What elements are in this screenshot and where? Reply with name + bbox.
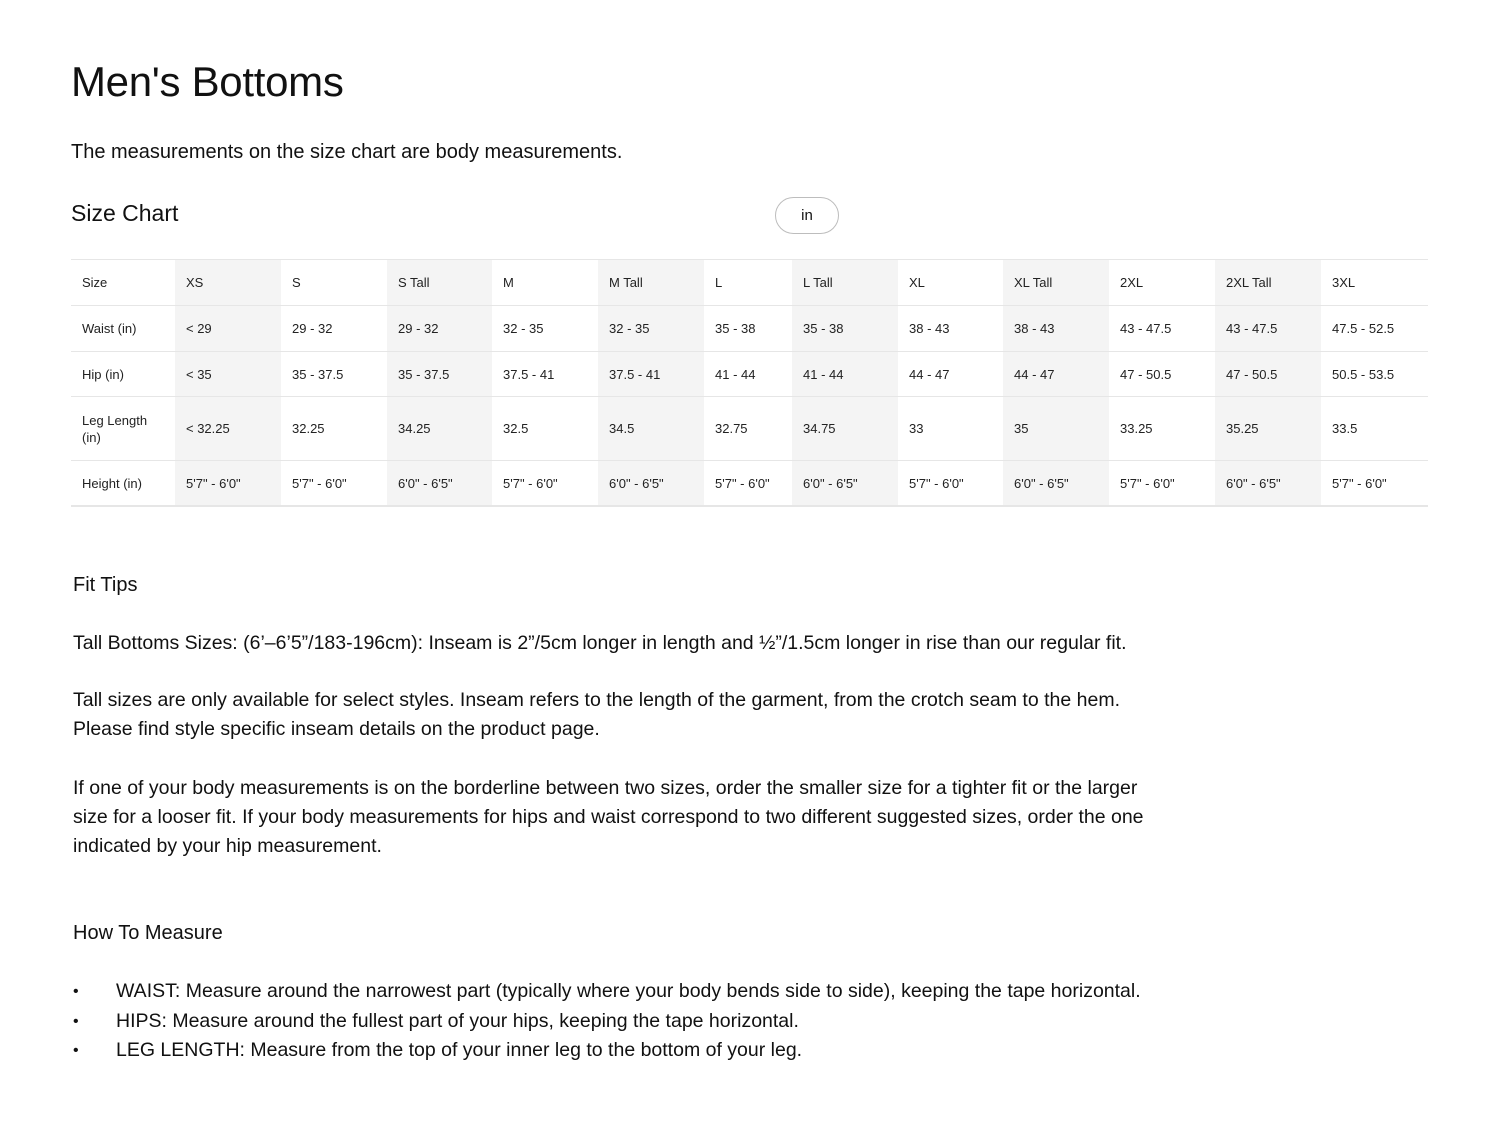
table-cell: 32 - 35 xyxy=(492,306,598,352)
table-cell: XS xyxy=(175,260,281,306)
how-to-measure-heading: How To Measure xyxy=(73,922,223,944)
fit-tip-paragraph: Tall sizes are only available for select styles. Inseam refers to the length of the garment, from the crotch seam to the hem. Please find style specific inseam details on the product page. xyxy=(73,689,1120,740)
table-cell: 5'7" - 6'0" xyxy=(1321,461,1428,507)
table-cell: 29 - 32 xyxy=(387,306,492,352)
table-cell: 41 - 44 xyxy=(792,352,898,397)
table-row xyxy=(71,260,1428,306)
bullet-icon: • xyxy=(73,1012,79,1030)
measure-item-hips: HIPS: Measure around the fullest part of your hips, keeping the tape horizontal. xyxy=(116,1009,799,1032)
size-chart-heading: Size Chart xyxy=(71,200,179,226)
table-cell: 32.5 xyxy=(492,397,598,461)
table-cell: 43 - 47.5 xyxy=(1109,306,1215,352)
table-cell: 3XL xyxy=(1321,260,1428,306)
table-cell: 38 - 43 xyxy=(898,306,1003,352)
row-header-label: Waist (in) xyxy=(82,321,137,336)
fit-tip-paragraph: Tall Bottoms Sizes: (6’–6’5”/183-196cm): Inseam is 2”/5cm longer in length and ½”/1.5cm longer in rise than our regular fit. xyxy=(73,632,1127,654)
row-header-label: Leg Length (in) xyxy=(82,412,148,445)
table-cell: 29 - 32 xyxy=(281,306,387,352)
table-cell: 41 - 44 xyxy=(704,352,792,397)
table-row xyxy=(71,352,1428,397)
table-cell: 35 - 38 xyxy=(704,306,792,352)
measure-item-leg-length: LEG LENGTH: Measure from the top of your inner leg to the bottom of your leg. xyxy=(116,1039,803,1061)
size-chart-body xyxy=(71,260,1428,507)
intro-text: The measurements on the size chart are body measurements. xyxy=(71,141,623,163)
table-cell: 5'7" - 6'0" xyxy=(492,461,598,507)
table-cell: S Tall xyxy=(387,260,492,306)
table-cell: 43 - 47.5 xyxy=(1215,306,1321,352)
row-header-label: Height (in) xyxy=(82,475,142,491)
table-cell: < 32.25 xyxy=(175,397,281,461)
table-cell: 6'0" - 6'5" xyxy=(598,461,704,507)
table-cell: 5'7" - 6'0" xyxy=(281,461,387,507)
table-cell: 5'7" - 6'0" xyxy=(898,461,1003,507)
table-cell: 33 xyxy=(898,397,1003,461)
table-cell: 34.25 xyxy=(387,397,492,461)
table-cell: 35 - 37.5 xyxy=(387,352,492,397)
table-cell: L xyxy=(704,260,792,306)
table-cell: 37.5 - 41 xyxy=(598,352,704,397)
size-chart-table xyxy=(71,259,1428,507)
table-cell: 35.25 xyxy=(1215,397,1321,461)
list-item xyxy=(73,1036,1141,1066)
table-cell: 35 - 38 xyxy=(792,306,898,352)
table-cell: XL xyxy=(898,260,1003,306)
table-cell: 32 - 35 xyxy=(598,306,704,352)
row-header-cell xyxy=(71,352,175,397)
table-cell: L Tall xyxy=(792,260,898,306)
table-cell: 34.5 xyxy=(598,397,704,461)
table-cell: M xyxy=(492,260,598,306)
table-cell: 35 - 37.5 xyxy=(281,352,387,397)
table-cell: < 35 xyxy=(175,352,281,397)
table-cell: 33.5 xyxy=(1321,397,1428,461)
table-cell: 33.25 xyxy=(1109,397,1215,461)
table-cell: 47.5 - 52.5 xyxy=(1321,306,1428,352)
table-cell: 50.5 - 53.5 xyxy=(1321,352,1428,397)
measure-item-waist: WAIST: Measure around the narrowest part (typically where your body bends side to side), keeping the tape horizontal. xyxy=(116,980,1141,1002)
table-cell: 32.75 xyxy=(704,397,792,461)
table-cell: 32.25 xyxy=(281,397,387,461)
table-cell: 34.75 xyxy=(792,397,898,461)
row-header-label: Hip (in) xyxy=(82,366,124,382)
table-cell: 6'0" - 6'5" xyxy=(1215,461,1321,507)
table-cell: M Tall xyxy=(598,260,704,306)
table-cell: 44 - 47 xyxy=(1003,352,1109,397)
measure-list xyxy=(73,977,1141,1066)
table-cell: 35 xyxy=(1003,397,1109,461)
list-item xyxy=(73,977,1141,1007)
fit-tips-heading: Fit Tips xyxy=(73,574,138,596)
row-header-cell xyxy=(71,260,175,306)
table-cell: 5'7" - 6'0" xyxy=(175,461,281,507)
table-cell: 47 - 50.5 xyxy=(1215,352,1321,397)
row-header-cell xyxy=(71,306,175,352)
bullet-icon: • xyxy=(73,983,79,1000)
fit-tip-paragraph: If one of your body measurements is on the borderline between two sizes, order the smaller size for a tighter fit or the larger size for a looser fit. If your body measurements for hips and waist correspond to two different suggested sizes, order the one indicated by your hip measurement. xyxy=(73,777,1144,857)
table-cell: 38 - 43 xyxy=(1003,306,1109,352)
table-cell: 2XL xyxy=(1109,260,1215,306)
bullet-icon: • xyxy=(73,1042,79,1059)
table-row xyxy=(71,461,1428,507)
table-cell: 44 - 47 xyxy=(898,352,1003,397)
table-cell: 6'0" - 6'5" xyxy=(387,461,492,507)
table-cell: 37.5 - 41 xyxy=(492,352,598,397)
table-cell: 6'0" - 6'5" xyxy=(792,461,898,507)
row-header-cell xyxy=(71,397,175,461)
table-cell: < 29 xyxy=(175,306,281,352)
table-cell: 5'7" - 6'0" xyxy=(1109,461,1215,507)
row-header-cell xyxy=(71,461,175,507)
table-row xyxy=(71,397,1428,461)
table-cell: 6'0" - 6'5" xyxy=(1003,461,1109,507)
table-cell: 2XL Tall xyxy=(1215,260,1321,306)
list-item xyxy=(73,1007,1141,1037)
table-row xyxy=(71,306,1428,352)
row-header-label: Size xyxy=(82,275,108,290)
table-cell: S xyxy=(281,260,387,306)
table-cell: 47 - 50.5 xyxy=(1109,352,1215,397)
table-cell: 5'7" - 6'0" xyxy=(704,461,792,507)
page-title: Men's Bottoms xyxy=(71,58,344,105)
unit-toggle-button[interactable]: in xyxy=(775,197,839,234)
table-cell: XL Tall xyxy=(1003,260,1109,306)
